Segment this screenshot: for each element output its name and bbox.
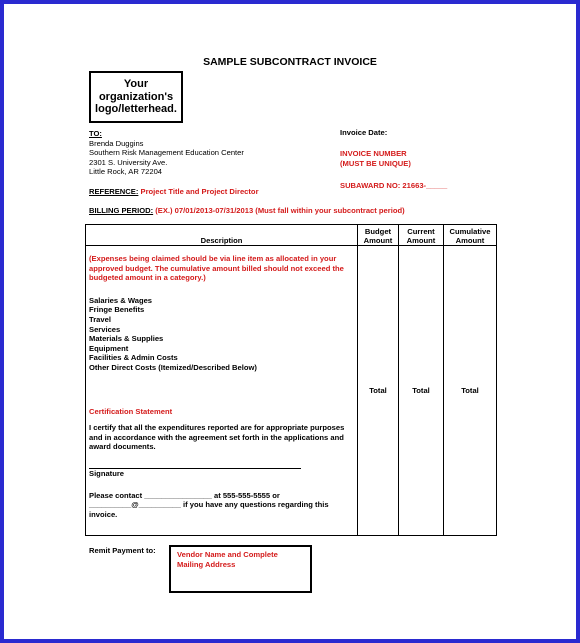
remit-address-box — [169, 545, 312, 593]
contact-line: Please contact ________________ at 555-555-5555 or — [89, 490, 280, 500]
header-current-amount: Current Amount — [399, 225, 444, 246]
category-item: Services — [89, 324, 121, 334]
must-be-unique-text: (MUST BE UNIQUE) — [340, 158, 411, 168]
category-item: Fringe Benefits — [89, 305, 145, 315]
invoice-date-label: Invoice Date: — [340, 128, 388, 137]
description-cell — [86, 246, 358, 536]
category-item: Travel — [89, 314, 111, 324]
budget-total: Total — [358, 246, 399, 536]
category-item: Equipment — [89, 343, 129, 353]
remit-line: Vendor Name and Complete — [177, 550, 278, 559]
category-item: Other Direct Costs (Itemized/Described Below) — [89, 362, 257, 372]
reference-value: Project Title and Project Director — [140, 187, 259, 196]
reference-line — [89, 187, 259, 197]
certification-text: I certify that all the expenditures reported are for appropriate purposes and in accordance with the agreement set forth in the applications and award documents. — [89, 423, 345, 452]
remit-line: Mailing Address — [177, 560, 236, 569]
to-line: 2301 S. University Ave. — [89, 157, 168, 167]
category-item: Salaries & Wages — [89, 295, 153, 305]
table-body-row — [86, 246, 497, 536]
header-description: Description — [86, 225, 358, 246]
invoice-number-label — [340, 149, 411, 168]
invoice-table — [85, 224, 497, 536]
to-address-block — [89, 129, 244, 177]
contact-line: __________@__________ if you have any questions regarding this invoice. — [89, 500, 329, 519]
logo-line: Your — [123, 78, 149, 91]
remit-label: Remit Payment to: — [89, 546, 156, 555]
category-item: Materials & Supplies — [89, 334, 164, 344]
reference-label: REFERENCE: — [89, 187, 139, 196]
subaward-number: SUBAWARD NO: 21663-_____ — [340, 181, 448, 190]
header-cumulative-amount: Cumulative Amount — [444, 225, 497, 246]
table-header-row — [86, 225, 497, 246]
billing-period-line — [89, 206, 405, 216]
billing-period-value: (EX.) 07/01/2013-07/31/2013 (Must fall within your subcontract period) — [155, 206, 405, 215]
invoice-number-text: INVOICE NUMBER — [340, 149, 407, 158]
header-budget-amount: Budget Amount — [358, 225, 399, 246]
signature-label: Signature — [89, 468, 125, 478]
logo-line: organization's — [98, 90, 174, 103]
to-line: Brenda Duggins — [89, 138, 144, 148]
to-label: TO: — [89, 129, 102, 138]
certification-title: Certification Statement — [89, 406, 173, 416]
logo-line: logo/letterhead. — [95, 103, 177, 116]
cumulative-total: Total — [444, 246, 497, 536]
to-line: Little Rock, AR 72204 — [89, 167, 163, 177]
expenses-note: (Expenses being claimed should be via line item as allocated in your approved budget. The cumulative amount billed should not exceed the budgeted amount in a category.) — [89, 254, 344, 283]
current-total: Total — [399, 246, 444, 536]
to-line: Southern Risk Management Education Center — [89, 148, 244, 158]
invoice-title: SAMPLE SUBCONTRACT INVOICE — [203, 56, 377, 68]
logo-placeholder — [89, 71, 183, 123]
category-item: Facilities & Admin Costs — [89, 353, 178, 363]
billing-period-label: BILLING PERIOD: — [89, 206, 154, 215]
signature-line — [89, 458, 301, 469]
